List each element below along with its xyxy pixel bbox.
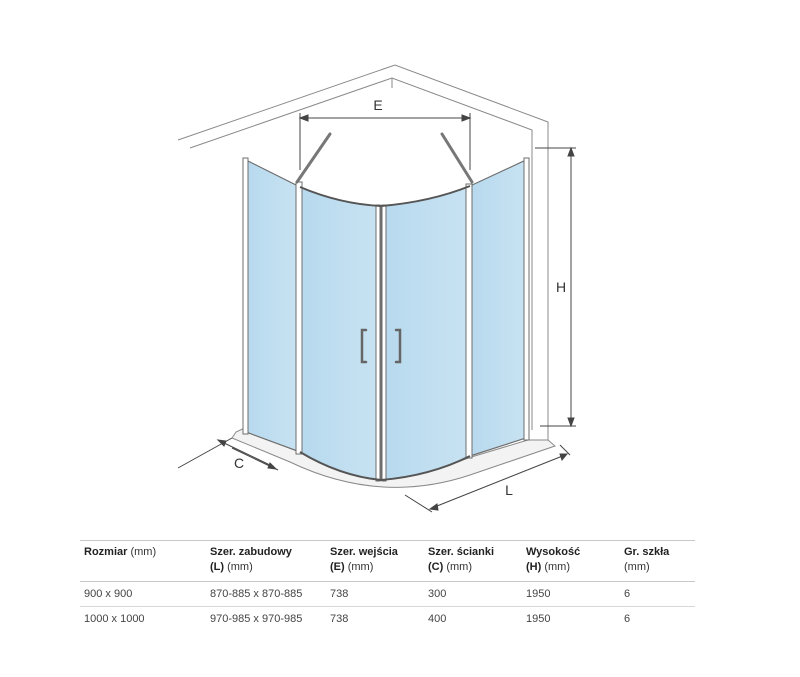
cell-wall-width: 300	[424, 582, 522, 607]
stabilizer-bars	[297, 134, 472, 182]
cell-size: 1000 x 1000	[84, 613, 145, 625]
cell-height: 1950	[522, 582, 620, 607]
left-door	[300, 187, 381, 480]
table-header-row	[80, 541, 695, 582]
right-fixed-panel	[470, 160, 526, 456]
header-build-width: Szer. zabudowy (L) (mm)	[206, 541, 326, 582]
dimensions-table	[80, 540, 695, 631]
cell-entry-width: 738	[330, 613, 349, 625]
cell-wall-width: 400	[428, 613, 447, 625]
table-row	[80, 607, 695, 632]
header-size: Rozmiar (mm)	[80, 541, 206, 582]
cell-glass-thickness: 6	[620, 582, 695, 607]
right-door	[381, 186, 470, 480]
dimension-label-c: C	[233, 455, 245, 471]
right-stabilizer-bar	[442, 134, 472, 182]
header-entry-width: Szer. wejścia (E) (mm)	[326, 541, 424, 582]
left-stabilizer-bar	[297, 134, 330, 182]
dimension-label-e: E	[373, 97, 383, 113]
cell-height: 1950	[526, 613, 551, 625]
header-height: Wysokość (H) (mm)	[522, 541, 620, 582]
header-wall-width: Szer. ścianki (C) (mm)	[424, 541, 522, 582]
header-glass-thickness: Gr. szkła (mm)	[620, 541, 695, 582]
table-row	[80, 582, 695, 607]
dimension-label-h: H	[555, 279, 567, 295]
cell-glass-thickness: 6	[624, 613, 631, 625]
cell-size: 900 x 900	[80, 582, 206, 607]
cell-build-width: 970-985 x 970-985	[210, 613, 303, 625]
cell-entry-width: 738	[326, 582, 424, 607]
dimension-label-l: L	[505, 482, 513, 498]
left-fixed-panel	[246, 160, 300, 452]
cell-build-width: 870-885 x 870-885	[206, 582, 326, 607]
